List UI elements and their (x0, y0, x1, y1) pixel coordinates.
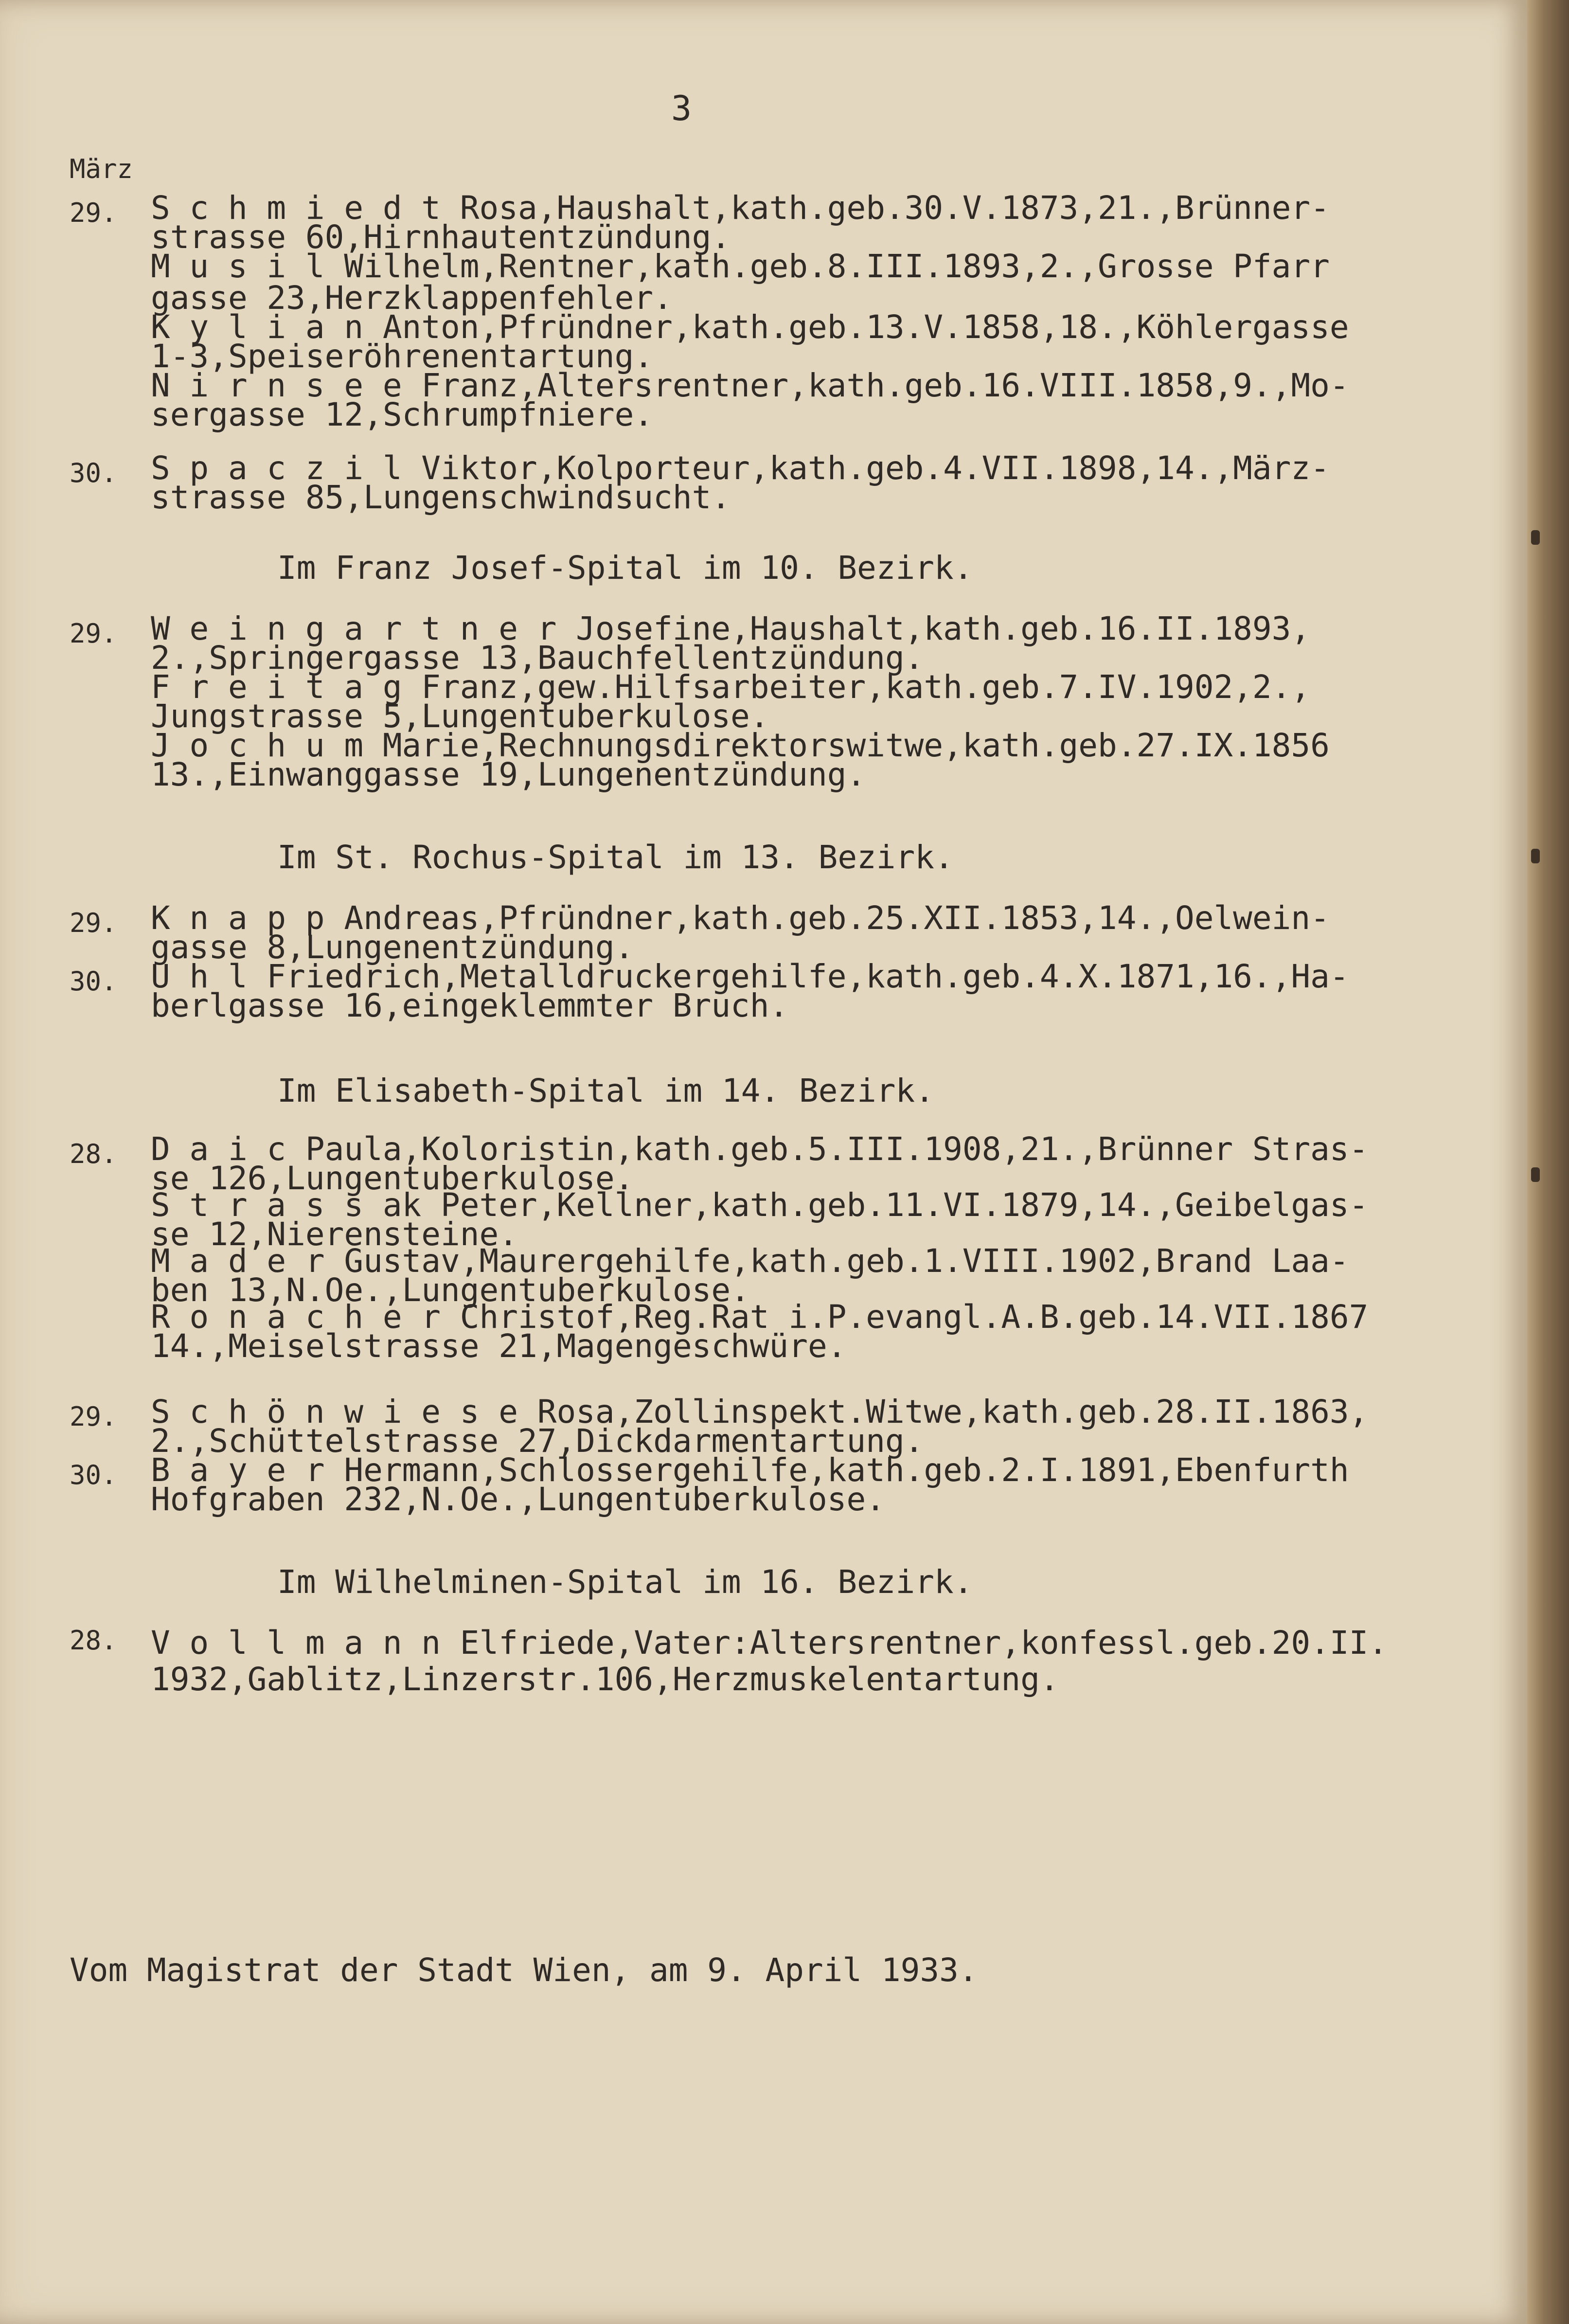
entry-line: J o c h u m Marie,Rechnungsdirektorswitwe,kath.geb.27.IX.1856 (151, 727, 1330, 764)
entry-line: ben 13,N.Oe.,Lungentuberkulose. (151, 1271, 750, 1309)
binding-hole (1531, 530, 1540, 545)
footer-signature-line: Vom Magistrat der Stadt Wien, am 9. April 1933. (70, 1951, 978, 1989)
entry-line: 13.,Einwanggasse 19,Lungenentzündung. (151, 756, 866, 793)
entry-line: B a y e r Hermann,Schlossergehilfe,kath.geb.2.I.1891,Ebenfurth (151, 1451, 1349, 1489)
entry-day: 29. (70, 618, 117, 649)
entry-line: 2.,Springergasse 13,Bauchfellentzündung. (151, 639, 924, 677)
entry-line: D a i c Paula,Koloristin,kath.geb.5.III.1908,21.,Brünner Stras- (151, 1130, 1369, 1168)
entry-day: 29. (70, 197, 117, 228)
entry-line: U h l Friedrich,Metalldruckergehilfe,kath.geb.4.X.1871,16.,Ha- (151, 958, 1349, 995)
page-edge (1527, 0, 1569, 2324)
entry-line: gasse 23,Herzklappenfehler. (151, 279, 673, 317)
page-number: 3 (671, 89, 692, 128)
entry-line: Hofgraben 232,N.Oe.,Lungentuberkulose. (151, 1481, 885, 1518)
entry-line: 1-3,Speiseröhrenentartung. (151, 338, 654, 375)
binding-hole (1531, 849, 1540, 863)
entry-day: 28. (70, 1625, 117, 1656)
entry-day: 28. (70, 1139, 117, 1169)
entry-line: strasse 60,Hirnhautentzündung. (151, 218, 731, 256)
entry-line: W e i n g a r t n e r Josefine,Haushalt,kath.geb.16.II.1893, (151, 610, 1311, 647)
entry-line: 2.,Schüttelstrasse 27,Dickdarmentartung. (151, 1422, 924, 1460)
entry-line: Jungstrasse 5,Lungentuberkulose. (151, 697, 769, 735)
entry-line: se 12,Nierensteine. (151, 1216, 518, 1253)
entry-line: M a d e r Gustav,Maurergehilfe,kath.geb.1.VIII.1902,Brand Laa- (151, 1242, 1349, 1280)
entry-day: 30. (70, 1460, 117, 1490)
entry-day: 30. (70, 966, 117, 997)
month-label: März (70, 154, 133, 184)
entry-line: R o n a c h e r Christof,Reg.Rat i.P.evangl.A.B.geb.14.VII.1867 (151, 1298, 1369, 1336)
entry-line: S t r a s s ak Peter,Kellner,kath.geb.11.VI.1879,14.,Geibelgas- (151, 1186, 1369, 1224)
entry-day: 29. (70, 1401, 117, 1432)
entry-line: strasse 85,Lungenschwindsucht. (151, 479, 731, 516)
hospital-heading: Im St. Rochus-Spital im 13. Bezirk. (277, 839, 954, 876)
entry-day: 29. (70, 908, 117, 938)
entry-line: 14.,Meiselstrasse 21,Magengeschwüre. (151, 1327, 847, 1365)
entry-line: V o l l m a n n Elfriede,Vater:Altersrentner,konfessl.geb.20.II. (151, 1624, 1388, 1662)
entry-day: 30. (70, 458, 117, 488)
entry-line: F r e i t a g Franz,gew.Hilfsarbeiter,kath.geb.7.IV.1902,2., (151, 668, 1311, 706)
entry-line: N i r n s e e Franz,Altersrentner,kath.geb.16.VIII.1858,9.,Mo- (151, 367, 1349, 404)
entry-line: sergasse 12,Schrumpfniere. (151, 396, 654, 433)
entry-line: 1932,Gablitz,Linzerstr.106,Herzmuskelentartung. (151, 1661, 1059, 1698)
entry-line: S p a c z i l Viktor,Kolporteur,kath.geb.4.VII.1898,14.,März- (151, 449, 1330, 487)
hospital-heading: Im Franz Josef-Spital im 10. Bezirk. (277, 549, 973, 587)
binding-hole (1531, 1167, 1540, 1182)
entry-line: berlgasse 16,eingeklemmter Bruch. (151, 987, 789, 1024)
entry-line: gasse 8,Lungenentzündung. (151, 929, 634, 966)
hospital-heading: Im Elisabeth-Spital im 14. Bezirk. (277, 1072, 935, 1109)
entry-line: S c h m i e d t Rosa,Haushalt,kath.geb.30.V.1873,21.,Brünner- (151, 189, 1330, 227)
entry-line: se 126,Lungentuberkulose. (151, 1160, 634, 1197)
entry-line: M u s i l Wilhelm,Rentner,kath.geb.8.III.1893,2.,Grosse Pfarr (151, 248, 1330, 285)
entry-line: S c h ö n w i e s e Rosa,Zollinspekt.Witwe,kath.geb.28.II.1863, (151, 1393, 1369, 1430)
entry-line: K y l i a n Anton,Pfründner,kath.geb.13.V.1858,18.,Köhlergasse (151, 308, 1349, 346)
entry-line: K n a p p Andreas,Pfründner,kath.geb.25.XII.1853,14.,Oelwein- (151, 899, 1330, 937)
hospital-heading: Im Wilhelminen-Spital im 16. Bezirk. (277, 1563, 973, 1601)
